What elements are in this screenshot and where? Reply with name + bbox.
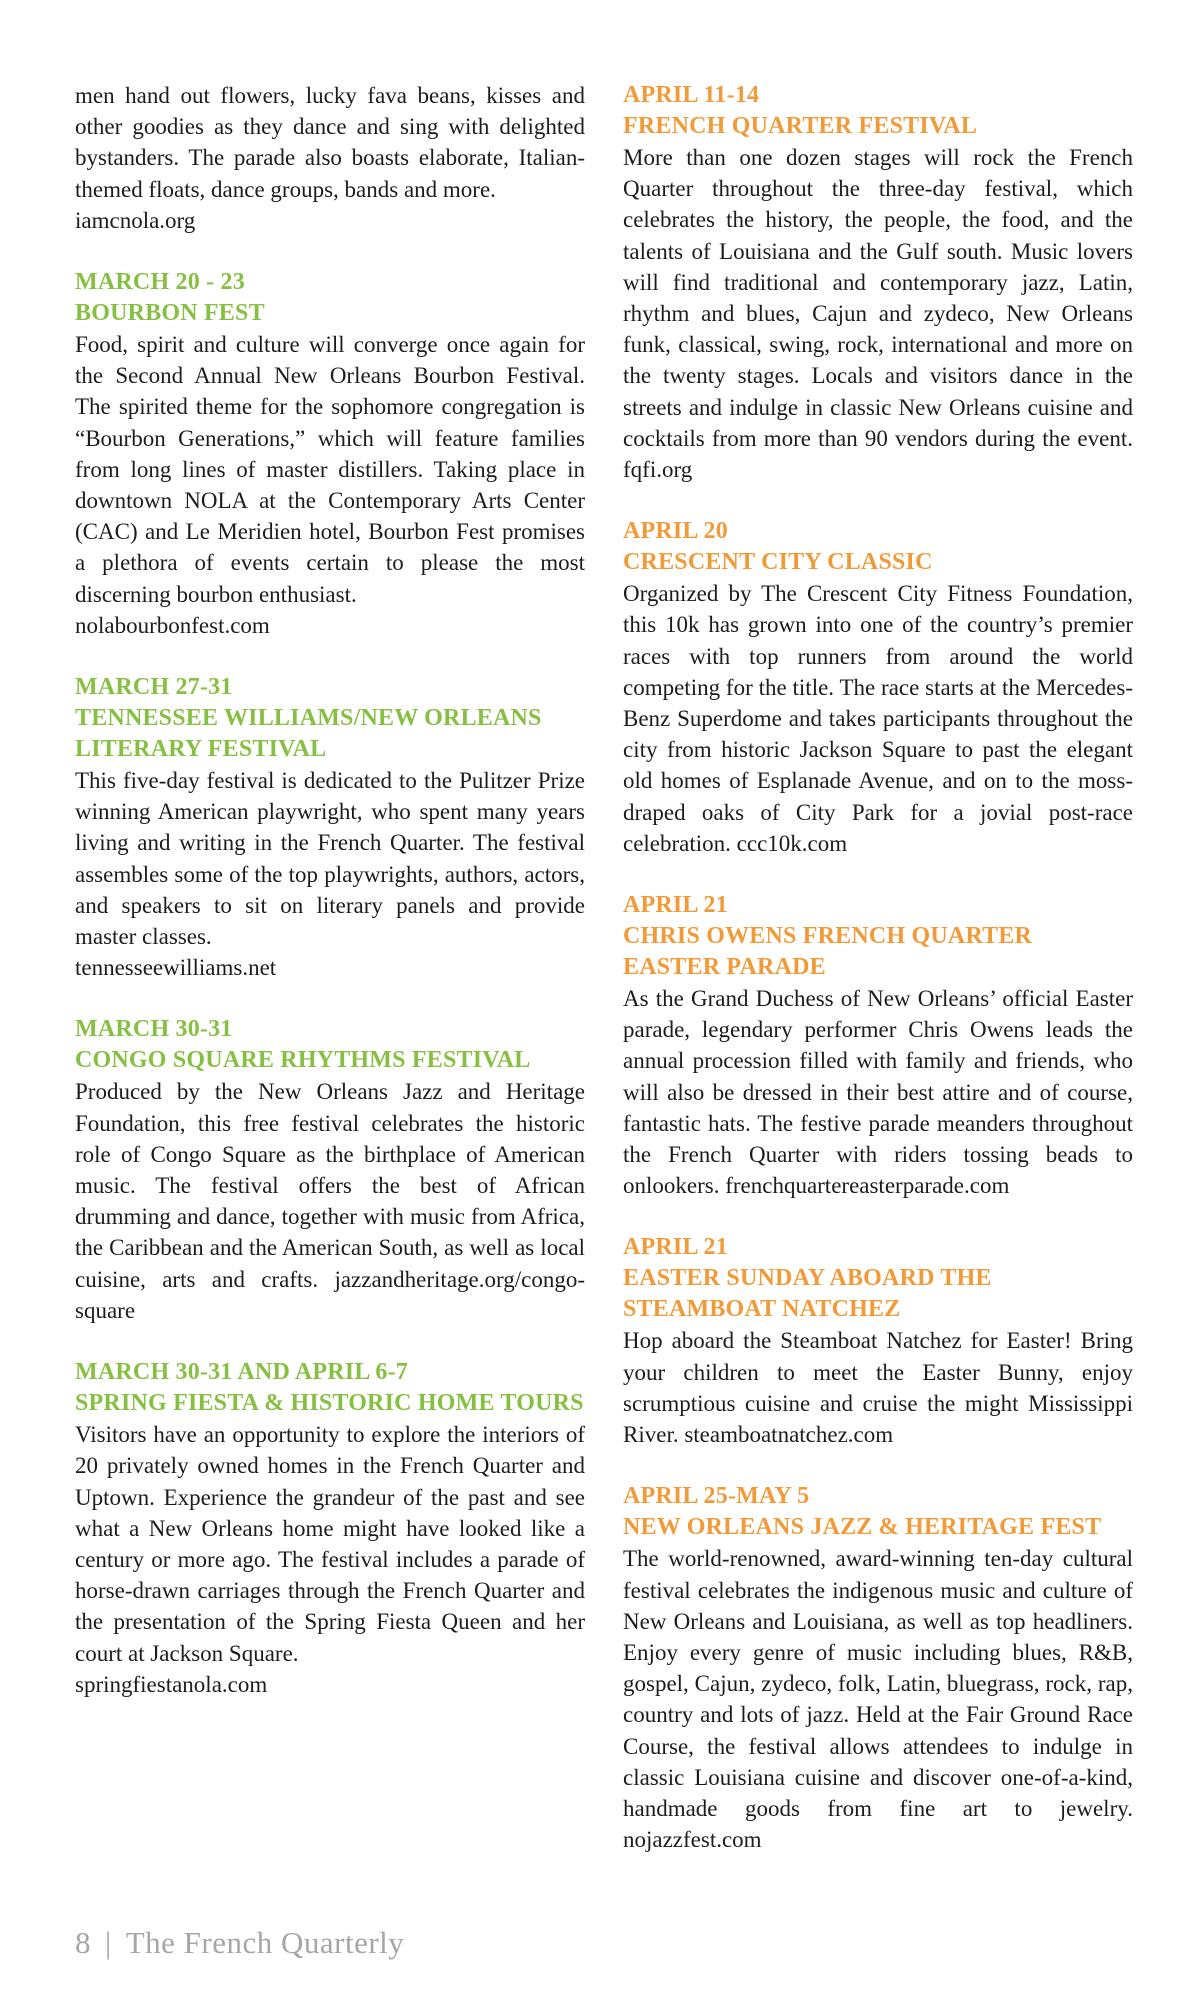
event-date: APRIL 25-MAY 5 [623, 1483, 810, 1510]
event-description: This five-day festival is dedicated to the Pulitzer Prize winning American playwright, who spent many years living and writing in the French Quarter. The festival assembles some of the top playwrights, authors, actors, and speakers to sit on literary panels and provide master classes. [75, 768, 585, 950]
intro-link[interactable]: iamcnola.org [75, 207, 196, 233]
event-description: Organized by The Crescent City Fitness Foundation, this 10k has grown into one of the country’s premier races with top runners from around the world competing for the title. The race starts at the Mercedes-Benz Superdome and takes participants throughout the city from historic Jackson Square to past the elegant old homes of Esplanade Avenue, and on to the moss-draped oaks of City Park for a jovial post-race celebration. ccc10k.com [623, 581, 1133, 856]
intro-text: men hand out flowers, lucky fava beans, kisses and other goodies as they dance and sing with delighted bystanders. The parade also boasts elaborate, Italian-themed floats, dance groups, bands and more. [75, 83, 585, 202]
event-title: CHRIS OWENS FRENCH QUARTER EASTER PARADE [623, 923, 1033, 981]
left-column [75, 80, 585, 1731]
event-title: EASTER SUNDAY ABOARD THE STEAMBOAT NATCHEZ [623, 1265, 992, 1323]
page-number: 8 [75, 1925, 91, 1960]
event-description: Visitors have an opportunity to explore the interiors of 20 privately owned homes in the French Quarter and Uptown. Experience the grandeur of the past and see what a New Orleans home might have looked like a century or more ago. The festival includes a parade of horse-drawn carriages through the French Quarter and the presentation of the Spring Fiesta Queen and her court at Jackson Square. [75, 1422, 585, 1666]
event-date: MARCH 30-31 [75, 1016, 233, 1043]
publication-name: The French Quarterly [125, 1925, 405, 1960]
event-easter-parade [623, 890, 1133, 1201]
event-description: The world-renowned, award-winning ten-day cultural festival celebrates the indigenous music and culture of New Orleans and Louisiana, as well as top headliners. Enjoy every genre of music including blues, R&B, gospel, Cajun, zydeco, folk, Latin, bluegrass, rock, rap, country and lots of jazz. Held at the Fair Ground Race Course, the festival allows attendees to indulge in classic Louisiana cuisine and discover one-of-a-kind, handmade goods from fine art to jewelry. nojazzfest.com [623, 1546, 1133, 1853]
footer-separator: | [105, 1925, 112, 1960]
event-date: MARCH 27-31 [75, 674, 233, 701]
event-congo-square [75, 1014, 585, 1326]
event-spring-fiesta [75, 1357, 585, 1700]
event-date: APRIL 20 [623, 518, 728, 545]
event-title: FRENCH QUARTER FESTIVAL [623, 113, 978, 139]
event-bourbon-fest [75, 267, 585, 641]
event-date: MARCH 30-31 AND APRIL 6-7 [75, 1359, 408, 1386]
event-title: BOURBON FEST [75, 300, 265, 327]
event-title: TENNESSEE WILLIAMS/NEW ORLEANS LITERARY FESTIVAL [75, 705, 542, 763]
event-title: SPRING FIESTA & HISTORIC HOME TOURS [75, 1390, 584, 1417]
event-description: More than one dozen stages will rock the French Quarter throughout the three-day festival, which celebrates the history, the people, the food, and the talents of Louisiana and the Gulf south. Music lovers will find traditional and contemporary jazz, Latin, rhythm and blues, Cajun and zydeco, New Orleans funk, classical, swing, rock, international and more on the twenty stages. Locals and visitors dance in the streets and indulge in classic New Orleans cuisine and cocktails from more than 90 vendors during the event. fqfi.org [623, 145, 1133, 483]
event-tennessee-williams [75, 672, 585, 983]
event-link[interactable]: springfiestanola.com [75, 1671, 268, 1697]
event-description: Hop aboard the Steamboat Natchez for Easter! Bring your children to meet the Easter Bunny, enjoy scrumptious cuisine and cruise the might Mississippi River. steamboatnatchez.com [623, 1328, 1133, 1448]
page-footer [75, 1925, 404, 1961]
intro-entry [75, 80, 585, 236]
event-title: NEW ORLEANS JAZZ & HERITAGE FEST [623, 1514, 1102, 1541]
event-description: As the Grand Duchess of New Orleans’ official Easter parade, legendary performer Chris Owens leads the annual procession filled with family and friends, who will also be dressed in their best attire and of course, fantastic hats. The festive parade meanders throughout the French Quarter with riders tossing beads to onlookers. frenchquartereasterparade.com [623, 986, 1133, 1199]
event-steamboat-natchez [623, 1232, 1133, 1450]
event-jazz-fest [623, 1481, 1133, 1855]
event-link[interactable]: tennesseewilliams.net [75, 955, 277, 981]
event-date: APRIL 21 [623, 892, 728, 919]
event-description: Food, spirit and culture will converge once again for the Second Annual New Orleans Bourbon Festival. The spirited theme for the sophomore congregation is “Bourbon Generations,” which will feature families from long lines of master distillers. Taking place in downtown NOLA at the Contemporary Arts Center (CAC) and Le Meridien hotel, Bourbon Fest promises a plethora of events certain to please the most discerning bourbon enthusiast. [75, 332, 585, 607]
event-date: APRIL 21 [623, 1234, 728, 1261]
event-description: Produced by the New Orleans Jazz and Heritage Foundation, this free festival celebrates the historic role of Congo Square as the birthplace of American music. The festival offers the best of African drumming and dance, together with music from Africa, the Caribbean and the American South, as well as local cuisine, arts and crafts. jazzandheritage.org/congo-square [75, 1079, 585, 1323]
event-date: MARCH 20 - 23 [75, 269, 245, 296]
event-title: CRESCENT CITY CLASSIC [623, 549, 933, 576]
event-crescent-city-classic [623, 516, 1133, 859]
right-column [623, 80, 1133, 1886]
event-link[interactable]: nolabourbonfest.com [75, 612, 270, 638]
event-title: CONGO SQUARE RHYTHMS FESTIVAL [75, 1047, 531, 1074]
event-french-quarter-festival [623, 80, 1133, 485]
event-date: APRIL 11-14 [623, 82, 760, 108]
